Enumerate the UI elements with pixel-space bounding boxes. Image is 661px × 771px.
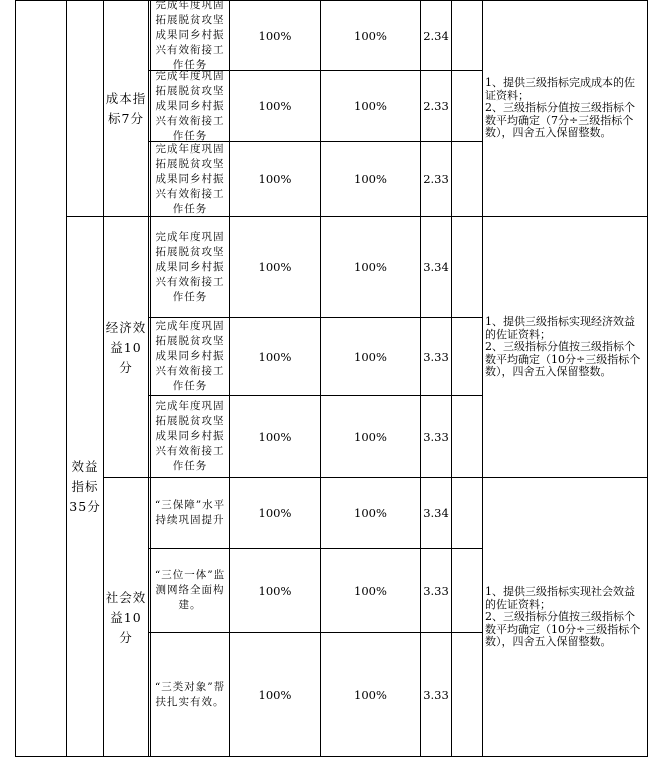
target-cell: 100% bbox=[258, 687, 292, 702]
note-economic bbox=[483, 217, 647, 478]
actual-cell: 100% bbox=[354, 506, 387, 520]
task-cell: “三类对象”帮扶扎实有效。 bbox=[154, 680, 226, 708]
category-benefit bbox=[66, 217, 104, 757]
score-cell: 2.34 bbox=[423, 28, 449, 43]
task-cell: 完成年度巩固拓展脱贫攻坚成果同乡村振兴有效衔接工作任务 bbox=[155, 0, 225, 71]
task-cell: 完成年度巩固拓展脱贫攻坚成果同乡村振兴有效衔接工作任务 bbox=[155, 230, 225, 303]
note-line: 2、三级指标分值按三级指标个数平均确定（7分÷三级指标个数），四舍五入保留整数。 bbox=[485, 101, 635, 140]
score-cell: 3.33 bbox=[423, 429, 449, 444]
note-line: 1、提供三级指标完成成本的佐证资料； bbox=[485, 76, 635, 102]
actual-cell: 100% bbox=[354, 349, 387, 364]
score-cell: 3.33 bbox=[423, 687, 449, 702]
score-cell: 2.33 bbox=[423, 99, 449, 113]
actual-cell: 100% bbox=[354, 28, 387, 43]
task-cell: 完成年度巩固拓展脱贫攻坚成果同乡村振兴有效衔接工作任务 bbox=[155, 400, 225, 472]
actual-cell: 100% bbox=[354, 99, 387, 113]
actual-cell: 100% bbox=[354, 429, 387, 444]
score-cell: 2.33 bbox=[423, 172, 449, 186]
score-cell: 3.34 bbox=[423, 260, 449, 274]
score-cell: 3.34 bbox=[423, 506, 449, 520]
score-cell: 3.33 bbox=[423, 583, 449, 598]
task-cell: 完成年度巩固拓展脱贫攻坚成果同乡村振兴有效衔接工作任务 bbox=[155, 142, 225, 215]
note-social bbox=[483, 478, 647, 757]
task-cell: “三位一体”监测网络全面构建。 bbox=[154, 569, 226, 611]
category-economic bbox=[103, 217, 149, 478]
note-cost bbox=[483, 0, 647, 217]
table-right-border bbox=[647, 0, 648, 757]
task-cell: “三保障”水平持续巩固提升 bbox=[154, 499, 226, 526]
task-cell: 完成年度巩固拓展脱贫攻坚成果同乡村振兴有效衔接工作任务 bbox=[155, 69, 225, 142]
target-cell: 100% bbox=[258, 99, 292, 113]
category-label: 经济效益10分 bbox=[105, 319, 147, 375]
category-label: 社会效益10分 bbox=[105, 589, 147, 645]
target-cell: 100% bbox=[258, 506, 292, 520]
note-line: 2、三级指标分值按三级指标个数平均确定（10分÷三级指标个数），四舍五入保留整数。 bbox=[485, 340, 641, 379]
target-cell: 100% bbox=[258, 28, 292, 43]
target-cell: 100% bbox=[258, 429, 292, 444]
target-cell: 100% bbox=[258, 349, 292, 364]
score-cell: 3.33 bbox=[423, 349, 449, 364]
note-line: 2、三级指标分值按三级指标个数平均确定（10分÷三级指标个数），四舍五入保留整数。 bbox=[485, 610, 641, 649]
actual-cell: 100% bbox=[354, 172, 387, 186]
category-cost bbox=[103, 0, 149, 217]
table-left-border bbox=[15, 0, 16, 757]
target-cell: 100% bbox=[258, 172, 292, 186]
target-cell: 100% bbox=[258, 260, 292, 274]
category-social bbox=[103, 478, 149, 757]
col-divider bbox=[451, 0, 452, 757]
category-label: 成本指标7分 bbox=[105, 90, 147, 126]
note-line: 1、提供三级指标实现社会效益的佐证资料； bbox=[485, 585, 635, 611]
target-cell: 100% bbox=[258, 583, 292, 598]
task-cell: 完成年度巩固拓展脱贫攻坚成果同乡村振兴有效衔接工作任务 bbox=[155, 320, 225, 392]
category-label: 效益指标35分 bbox=[69, 459, 101, 514]
actual-cell: 100% bbox=[354, 260, 387, 274]
note-line: 1、提供三级指标实现经济效益的佐证资料； bbox=[485, 315, 635, 341]
actual-cell: 100% bbox=[354, 583, 387, 598]
actual-cell: 100% bbox=[354, 687, 387, 702]
